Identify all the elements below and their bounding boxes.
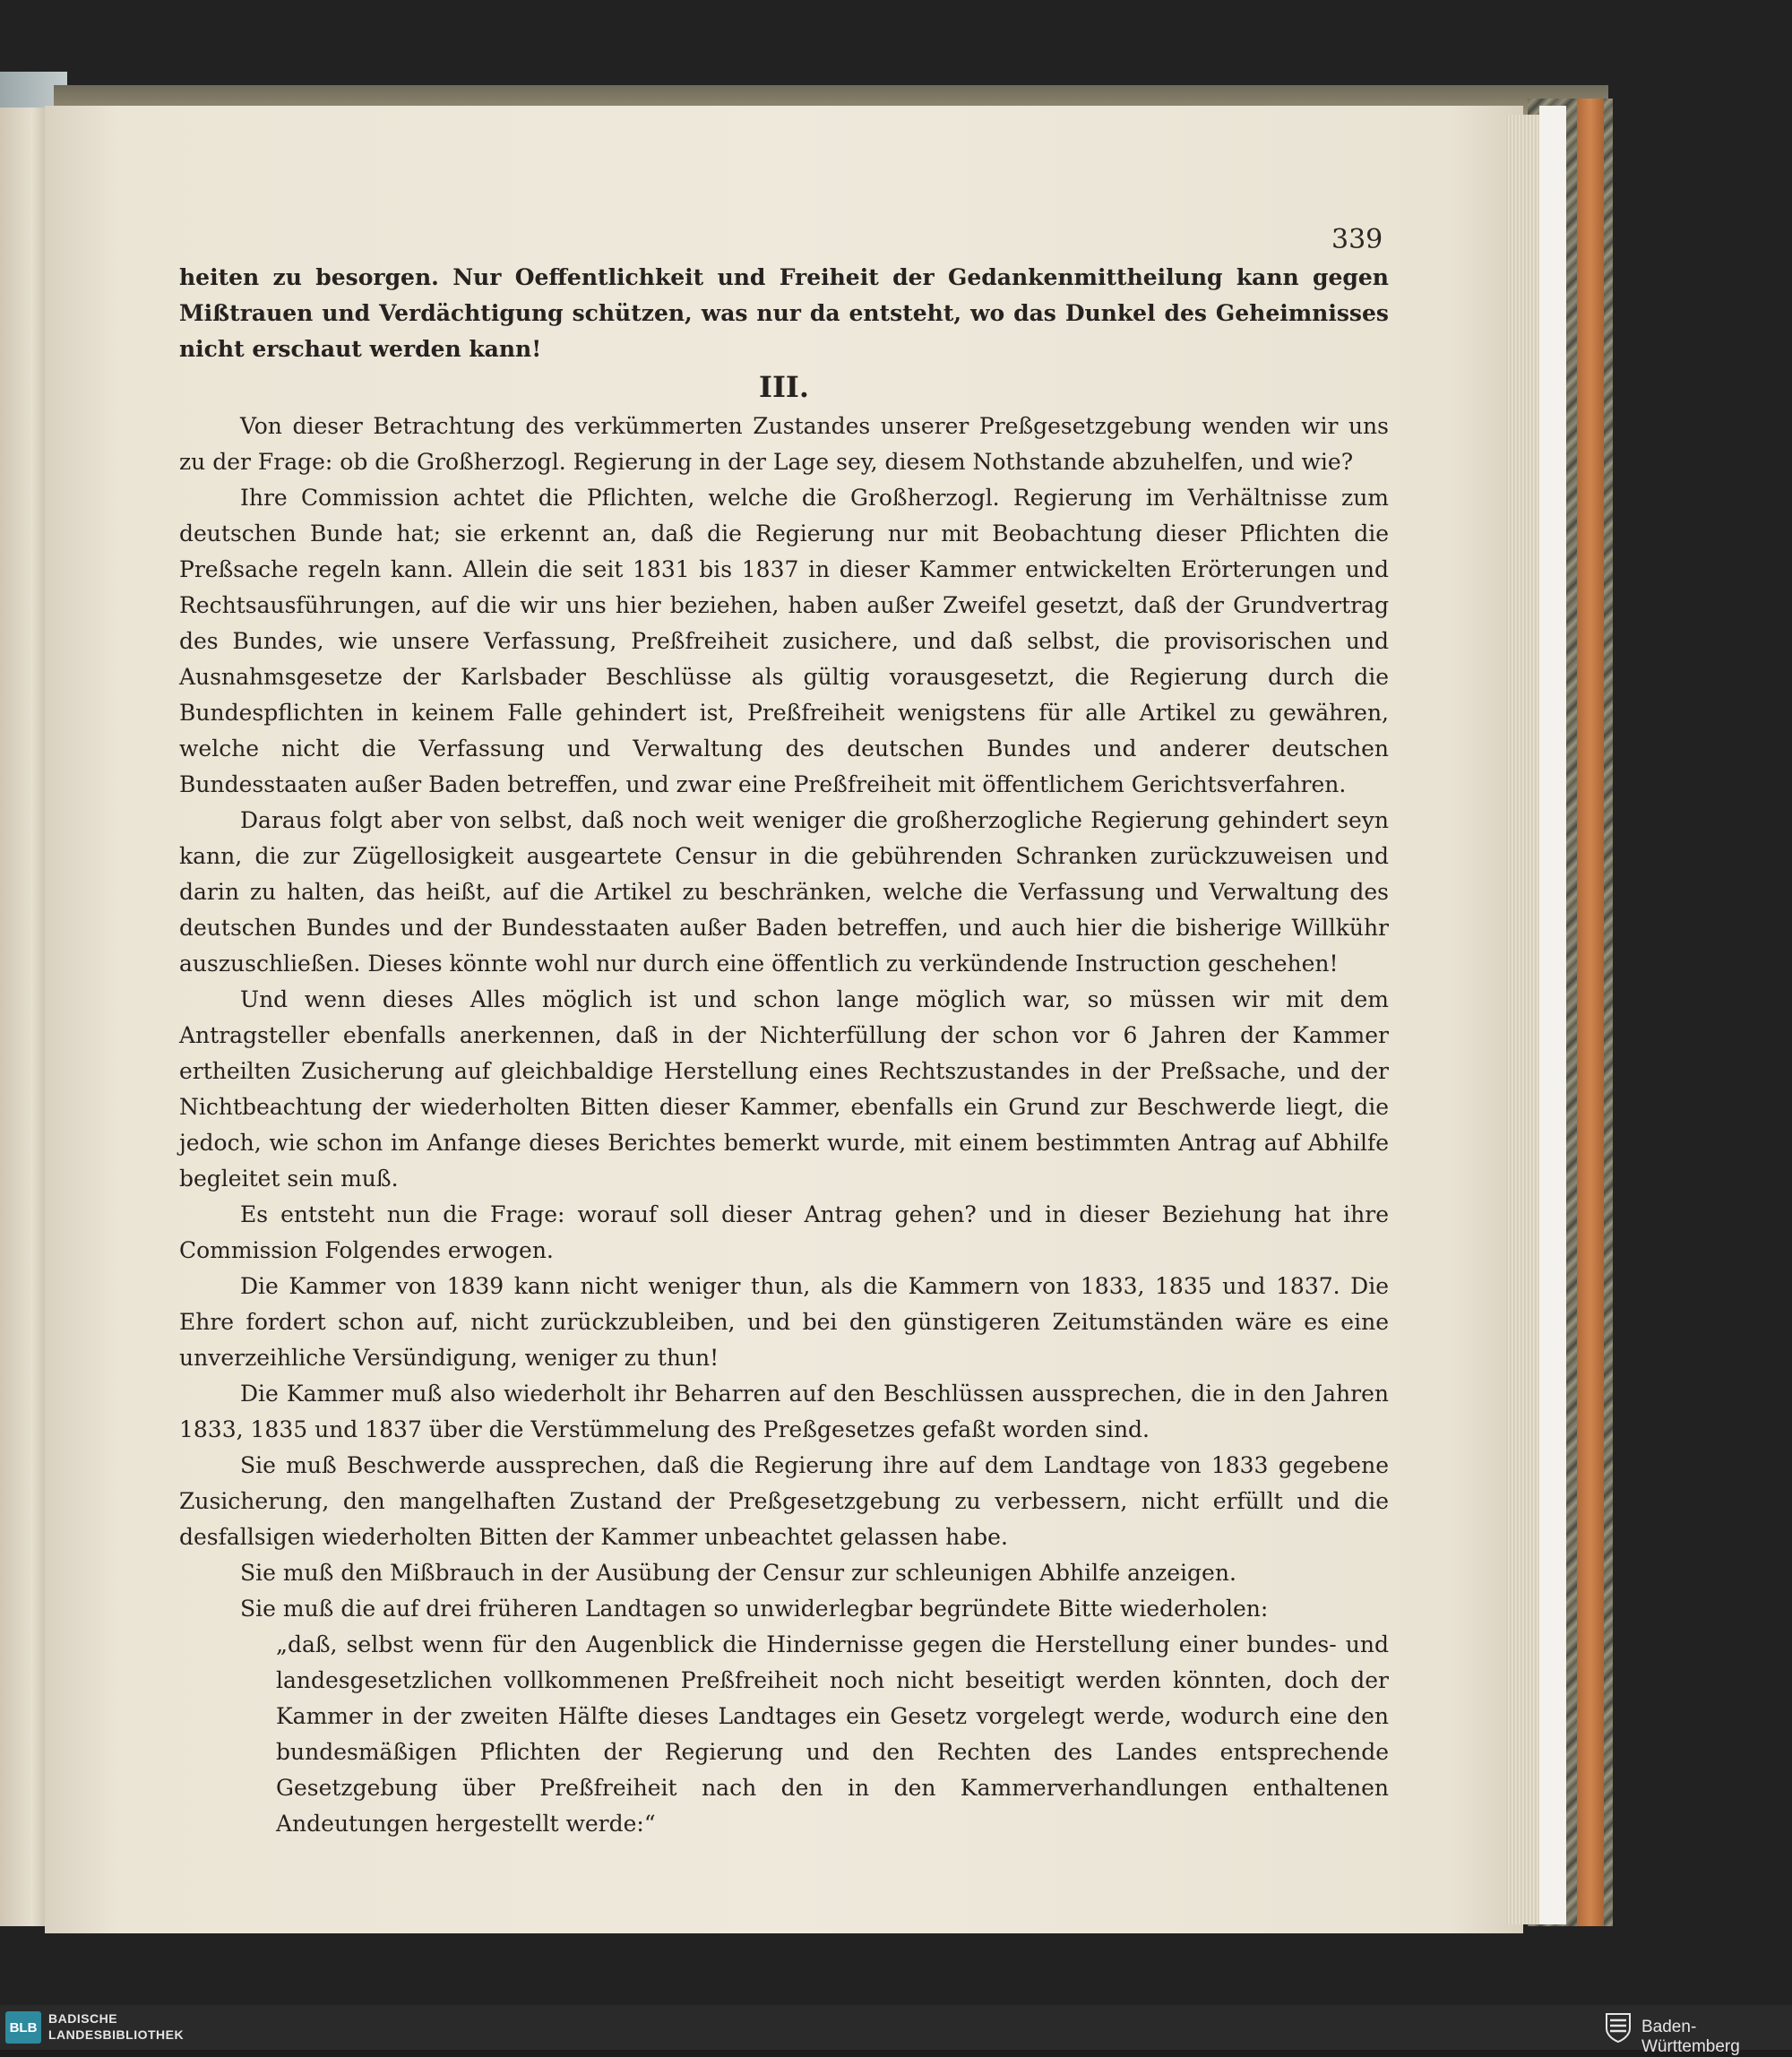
paragraph: Und wenn dieses Alles möglich ist und schon lange möglich war, so müssen wir mit dem Antragsteller ebenfalls anerkennen, daß in der Nichterfüllung der schon vor 6 Jahren der Kammer ertheilten Zusicherung auf gleichbaldige Herstellung eines Rechtszustandes in der Preßsache, und der Nichtbeachtung der wiederholten Bitten dieser Kammer, ebenfalls ein Grund zur Beschwerde liegt, die jedoch, wie schon im Anfange dieses Berichtes bemerkt wurde, mit einem bestimmten Antrag auf Abhilfe begleitet sein muß. (179, 986, 1389, 1192)
paragraph: Ihre Commission achtet die Pflichten, welche die Großherzogl. Regierung im Verhältnisse zum deutschen Bunde hat; sie erkennt an, daß die Regierung nur mit Beobachtung dieser Pflichten die Preßsache regeln kann. Allein die seit 1831 bis 1837 in dieser Kammer entwickelten Erörterungen und Rechtsausführungen, auf die wir uns hier beziehen, haben außer Zweifel gesetzt, daß der Grundvertrag des Bundes, wie unsere Verfassung, Preßfreiheit zusichere, und daß selbst, die provisorischen und Ausnahmsgesetze der Karlsbader Beschlüsse als gültig vorausgesetzt, die Regierung durch die Bundespflichten in keinem Falle gehindert ist, Preßfreiheit wenigstens für alle Artikel zu gewähren, welche nicht die Verfassung und Verwaltung des deutschen Bundes und anderer deutschen Bundesstaaten außer Baden betreffen, und zwar eine Preßfreiheit mit öffentlichem Gerichtsverfahren. (179, 485, 1389, 797)
paragraph: Die Kammer von 1839 kann nicht weniger thun, als die Kammern von 1833, 1835 und 1837. Die Ehre fordert schon auf, nicht zurückzubleiben, und bei den günstigeren Zeitumständen wäre es eine unverzeihliche Versündigung, weniger zu thun! (179, 1273, 1389, 1371)
section-heading: III. (758, 370, 810, 404)
state-name[interactable]: Baden-Württemberg (1641, 2018, 1740, 2056)
page-number: 339 (1331, 224, 1383, 255)
paragraph: Sie muß Beschwerde aussprechen, daß die Regierung ihre auf dem Landtage von 1833 gegebene Zusicherung, den mangelhaften Zustand der Preßgesetzgebung zu verbessern, nicht erfüllt und die desfallsigen wiederholten Bitten der Kammer unbeachtet gelassen habe. (179, 1452, 1389, 1550)
cover-edge (1577, 99, 1604, 1926)
paragraph: Es entsteht nun die Frage: worauf soll dieser Antrag gehen? und in dieser Beziehung hat ihre Commission Folgendes erwogen. (179, 1201, 1389, 1263)
paragraph: Von dieser Betrachtung des verkümmerten Zustandes unserer Preßgesetzgebung wenden wir uns zu der Frage: ob die Großherzogl. Regierung in der Lage sey, diesem Nothstande abzuhelfen, und wie? (179, 413, 1389, 475)
paragraph: Sie muß die auf drei früheren Landtagen so unwiderlegbar begründete Bitte wiederholen: (240, 1596, 1269, 1622)
baden-wuerttemberg-emblem-icon (1605, 2012, 1632, 2043)
page-edges (1505, 115, 1539, 1924)
quoted-petition: „daß, selbst wenn für den Augenblick die Hindernisse gegen die Herstellung einer bundes- und landesgesetzlichen vollkommenen Preßfreiheit noch nicht beseitigt werden könnten, doch der Kammer in der zweiten Hälfte dieses Landtages ein Gesetz vorgelegt werde, wodurch eine den bundesmäßigen Pflichten der Regierung und den Rechten des Landes entsprechende Gesetzgebung über Preßfreiheit nach den in den Kammerverhandlungen enthaltenen Andeutungen hergestellt werde:“ (276, 1631, 1389, 1837)
paragraph: Daraus folgt aber von selbst, daß noch weit weniger die großherzogliche Regierung gehindert seyn kann, die zur Zügellosigkeit ausgeartete Censur in die gebührenden Schranken zurückzuweisen und darin zu halten, das heißt, auf die Artikel zu beschränken, welche die Verfassung und Verwaltung des deutschen Bundes und der Bundesstaaten außer Baden betreffen, und auch hier die bisherige Willkühr auszuschließen. Dieses könnte wohl nur durch eine öffentlich zu verkündende Instruction geschehen! (179, 807, 1389, 977)
blb-logo-icon[interactable]: BLB (5, 2011, 41, 2044)
paragraph: Die Kammer muß also wiederholt ihr Beharren auf den Beschlüssen aussprechen, die in den Jahren 1833, 1835 und 1837 über die Verstümmelung des Preßgesetzes gefaßt worden sind. (179, 1381, 1389, 1442)
blank-leaf (1539, 106, 1566, 1924)
library-name[interactable]: BADISCHE LANDESBIBLIOTHEK (48, 2011, 185, 2042)
paragraph: Sie muß den Mißbrauch in der Ausübung der Censur zur schleunigen Abhilfe anzeigen. (240, 1560, 1236, 1586)
footer-bar (0, 2005, 1792, 2056)
page-text (179, 260, 1389, 1842)
continued-paragraph: heiten zu besorgen. Nur Oeffentlichkeit und Freiheit der Gedankenmittheilung kann gegen Mißtrauen und Verdächtigung schützen, was nur da entsteht, wo das Dunkel des Geheimnisses nicht erschaut werden kann! (179, 264, 1389, 362)
